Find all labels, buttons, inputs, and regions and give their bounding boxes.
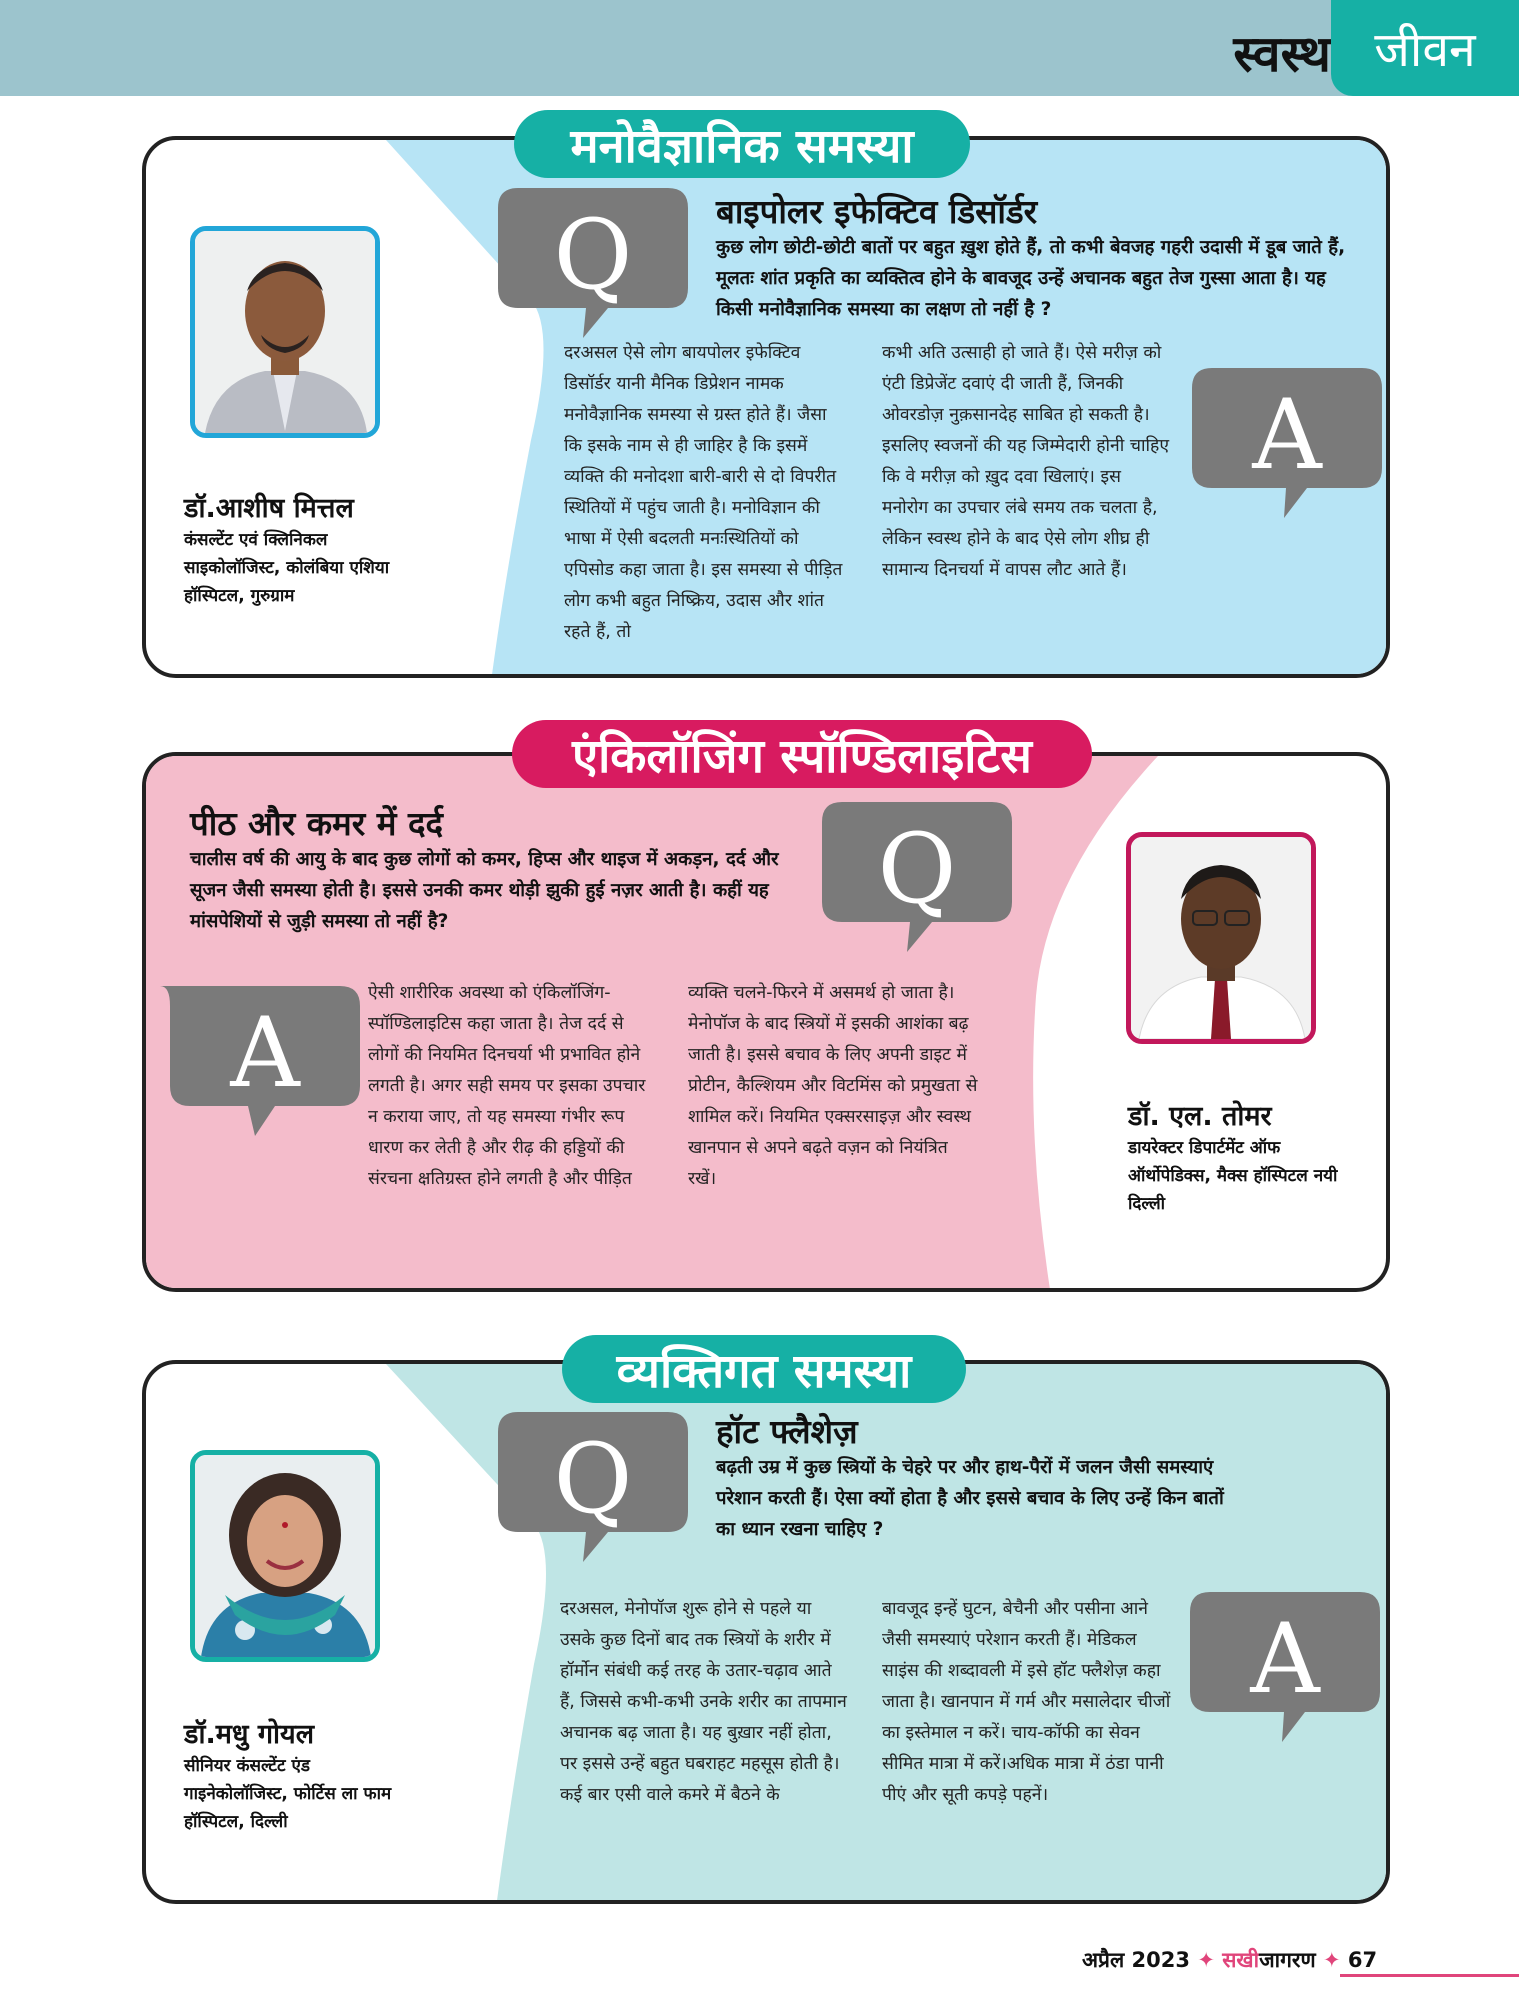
- page-number: 67: [1347, 1948, 1378, 1972]
- section-title: व्यक्तिगत समस्या: [562, 1335, 966, 1403]
- doctor-photo: [190, 1450, 380, 1662]
- answer-column-2: बावजूद इन्हें घुटन, बेचैनी और पसीना आने जैसी समस्याएं परेशान करती हैं। मेडिकल साइंस की शब्दावली में इसे हॉट फ्लैशेज़ कहा जाता है। खानपान में गर्म और मसालेदार चीजों का इस्तेमाल न करें। चाय-कॉफी का सेवन सीमित मात्रा में करें।अधिक मात्रा में ठंडा पानी पीएं और सूती कपड़े पहनें।: [882, 1599, 1171, 1805]
- question-text: चालीस वर्ष की आयु के बाद कुछ लोगों को कमर, हिप्स और थाइज में अकड़न, दर्द और सूजन जैसी समस्या होती है। इससे उनकी कमर थोड़ी झुकी हुई नज़र आती है। कहीं यह मांसपेशियों से जुड़ी समस्या तो नहीं है?: [190, 849, 779, 932]
- doctor-designation: डायरेक्टर डिपार्टमेंट ऑफ ऑर्थोपेडिक्स, मैक्स हॉस्पिटल नयी दिल्ली: [1128, 1138, 1338, 1214]
- answer-letter: A: [230, 997, 300, 1109]
- question-bubble: [498, 1412, 688, 1562]
- footer-brand-sakhi: सखी: [1222, 1948, 1260, 1972]
- answer-column-1: दरअसल, मेनोपॉज शुरू होने से पहले या उसके कुछ दिनों बाद तक स्त्रियों के शरीर में हॉर्मोन संबंधी कई तरह के उतार-चढ़ाव आते हैं, जिससे कभी-कभी उनके शरीर का तापमान अचानक बढ़ जाता है। यह बुख़ार नहीं होता, पर इससे उन्हें बहुत घबराहट महसूस होती है। कई बार एसी वाले कमरे में बैठने के: [560, 1599, 847, 1805]
- page-footer: [1082, 1946, 1377, 1974]
- qa-panel-ankylosing: [142, 752, 1390, 1292]
- section-title: मनोवैज्ञानिक समस्या: [514, 110, 970, 178]
- answer-column-1: ऐसी शारीरिक अवस्था को एंकिलॉजिंग-स्पॉण्डिलाइटिस कहा जाता है। तेज दर्द से लोगों की नियमित दिनचर्या भी प्रभावित होने लगती है। अगर सही समय पर इसका उपचार न कराया जाए, तो यह समस्या गंभीर रूप धारण कर लेती है और रीढ़ की हड्डियों की संरचना क्षतिग्रस्त होने लगती है और पीड़ित: [368, 983, 646, 1189]
- star-icon: ✦: [1197, 1948, 1215, 1972]
- doctor-name: डॉ.मधु गोयल: [184, 1719, 315, 1750]
- section-label-jeevan: जीवन: [1331, 0, 1519, 96]
- question-bubble: [498, 188, 688, 338]
- doctor-name: डॉ.आशीष मित्तल: [184, 493, 354, 524]
- question-heading: हॉट फ्लैशेज़: [716, 1412, 858, 1451]
- footer-brand-jagran: जागरण: [1259, 1948, 1316, 1972]
- doctor-name: डॉ. एल. तोमर: [1128, 1101, 1272, 1132]
- question-heading: पीठ और कमर में दर्द: [190, 804, 444, 843]
- doctor-photo: [1126, 832, 1316, 1044]
- answer-column-2: कभी अति उत्साही हो जाते हैं। ऐसे मरीज़ को एंटी डिप्रेजेंट दवाएं दी जाती हैं, जिनकी ओवरडोज़ नुक़सानदेह साबित हो सकती है। इसलिए स्वजनों की यह जिम्मेदारी होनी चाहिए कि वे मरीज़ को ख़ुद दवा खिलाएं। इस मनोरोग का उपचार लंबे समय तक चलता है, लेकिन स्वस्थ होने के बाद ऐसे लोग शीघ्र ही सामान्य दिनचर्या में वापस लौट आते हैं।: [882, 343, 1170, 580]
- question-letter: Q: [553, 1423, 633, 1535]
- answer-letter: A: [1252, 379, 1322, 491]
- qa-panel-psychological: [142, 136, 1390, 678]
- question-letter: Q: [877, 813, 957, 925]
- star-icon: ✦: [1323, 1948, 1341, 1972]
- doctor-designation: सीनियर कंसल्टेंट एंड गाइनेकोलॉजिस्ट, फोर्टिस ला फाम हॉस्पिटल, दिल्ली: [184, 1756, 392, 1832]
- footer-divider: [1340, 1974, 1519, 1977]
- answer-column-2: व्यक्ति चलने-फिरने में असमर्थ हो जाता है। मेनोपॉज के बाद स्त्रियों में इसकी आशंका बढ़ जाती है। इससे बचाव के लिए अपनी डाइट में प्रोटीन, कैल्शियम और विटमिंस को प्रमुखता से शामिल करें। नियमित एक्सरसाइज़ और स्वस्थ खानपान से अपने बढ़ते वज़न को नियंत्रित रखें।: [688, 983, 978, 1189]
- doctor-photo: [190, 226, 380, 438]
- answer-column-1: दरअसल ऐसे लोग बायपोलर इफेक्टिव डिसॉर्डर यानी मैनिक डिप्रेशन नामक मनोवैज्ञानिक समस्या से ग्रस्त होते हैं। जैसा कि इसके नाम से ही जाहिर है कि इसमें व्यक्ति की मनोदशा बारी-बारी से दो विपरीत स्थितियों में पहुंच जाती है। मनोविज्ञान की भाषा में ऐसी बदलती मनःस्थितियों को एपिसोड कहा जाता है। इस समस्या से पीड़ित लोग कभी बहुत निष्क्रिय, उदास और शांत रहते हैं, तो: [564, 343, 843, 642]
- question-bubble: [822, 802, 1012, 952]
- answer-letter: A: [1250, 1603, 1320, 1715]
- question-heading: बाइपोलर इफेक्टिव डिसॉर्डर: [716, 192, 1038, 231]
- answer-bubble: [160, 986, 360, 1136]
- qa-panel-personal: [142, 1360, 1390, 1904]
- answer-bubble: [1190, 1592, 1380, 1742]
- doctor-designation: कंसल्टेंट एवं क्लिनिकल साइकोलॉजिस्ट, कोलंबिया एशिया हॉस्पिटल, गुरुग्राम: [184, 530, 390, 606]
- answer-bubble: [1192, 368, 1382, 518]
- question-text: बढ़ती उम्र में कुछ स्त्रियों के चेहरे पर और हाथ-पैरों में जलन जैसी समस्याएं परेशान करती हैं। ऐसा क्यों होता है और इससे बचाव के लिए उन्हें किन बातों का ध्यान रखना चाहिए ?: [716, 1457, 1224, 1540]
- section-label-swasth: स्वस्थ: [1233, 25, 1331, 83]
- footer-issue-date: अप्रैल 2023: [1082, 1948, 1190, 1972]
- question-letter: Q: [553, 199, 633, 311]
- section-title: एंकिलॉजिंग स्पॉण्डिलाइटिस: [512, 720, 1092, 788]
- question-text: कुछ लोग छोटी-छोटी बातों पर बहुत ख़ुश होते हैं, तो कभी बेवजह गहरी उदासी में डूब जाते हैं, मूलतः शांत प्रकृति का व्यक्तित्व होने के बावजूद उन्हें अचानक बहुत तेज गुस्सा आता है। यह किसी मनोवैज्ञानिक समस्या का लक्षण तो नहीं है ?: [716, 237, 1346, 320]
